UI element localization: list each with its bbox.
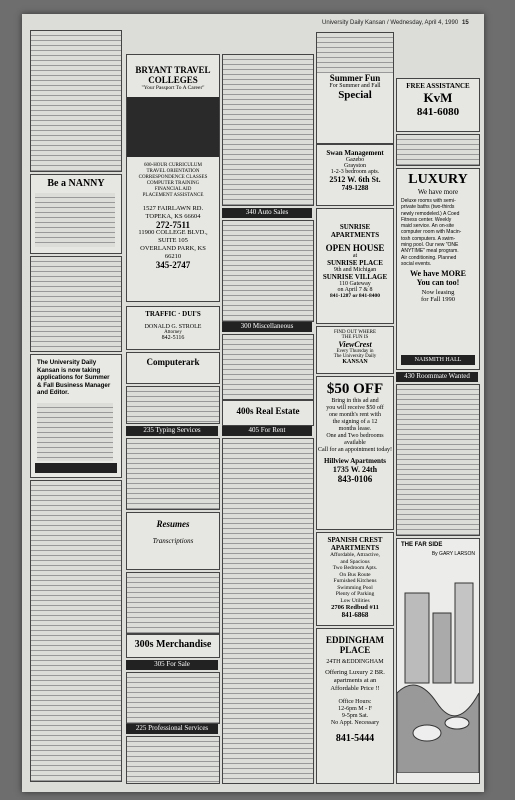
classified-text-14 [396, 384, 480, 536]
classified-text-11 [222, 334, 314, 400]
luxury-can: You can too! [416, 278, 460, 288]
spanish-line: Affordable, Attractive, [330, 552, 380, 558]
computerark-ad [126, 352, 220, 384]
page-header [22, 14, 484, 30]
kansan-help-line: Kansan is now taking [37, 366, 101, 374]
nanny-title: Be a NANNY [47, 178, 105, 189]
luxury-sub: We have more [417, 188, 459, 196]
misc-header: 300 Miscellaneous [222, 322, 312, 332]
spanish-phone: 841-6868 [341, 611, 369, 619]
fifty-off: $50 OFF [326, 381, 384, 397]
bryant-address: 66210 [164, 253, 182, 260]
spanish-line: Low Utilities [340, 597, 370, 604]
sunrise-phone: 841-1287 or 841-8400 [329, 293, 380, 299]
kvm-logo: KvM [423, 90, 453, 105]
swan-title: Swan Management [326, 149, 384, 157]
swan-line: 1-2-3 bedroom apts. [330, 169, 380, 175]
kansan-help-line: & Fall Business Manager [37, 381, 111, 389]
eddingham-ad [316, 628, 394, 784]
publication-line: University Daily Kansan / Wednesday, April 4, 1990 [322, 20, 459, 26]
luxury-line: newly remodeled.) A Coed [401, 210, 460, 217]
spanish-title: SPANISH CREST APARTMENTS [327, 536, 383, 552]
classified-text-7 [126, 672, 220, 724]
hillview-line: the signing of a 12 [332, 419, 378, 425]
naismith-ad [396, 168, 480, 370]
sunrise-address: 110 Gateway [339, 281, 371, 287]
page-number: 15 [462, 20, 469, 26]
spanish-line: Two Bedroom Apts. [332, 565, 378, 571]
viewcrest-ad [316, 326, 394, 374]
swan-phone: 749-1288 [341, 184, 369, 192]
real-estate-banner [222, 400, 314, 426]
kansan-help-line: The University Daily [37, 359, 97, 366]
far-side-drawing [397, 573, 479, 773]
luxury-line: tosh computers. A swim- [401, 235, 456, 242]
spanish-line: and Spacious [340, 558, 370, 565]
typing-header: 235 Typing Services [126, 426, 218, 436]
viewcrest-sub: Every Thursday in [336, 349, 374, 354]
for-rent-header: 405 For Rent [222, 426, 312, 436]
sunrise-title: SUNRISE APARTMENTS [330, 223, 380, 239]
classified-text-12 [222, 438, 314, 784]
spanish-line: Furnished Kitchens [333, 578, 377, 584]
luxury-line: Air conditioning. Planned [401, 254, 457, 261]
merchandise-banner [126, 634, 220, 658]
far-side-author: By GARY LARSON [431, 551, 475, 557]
luxury-fall: for Fall 1990 [421, 296, 455, 304]
classified-text-9 [222, 54, 314, 206]
nanny-ad [30, 174, 122, 254]
far-side-title: THE FAR SIDE [401, 542, 443, 548]
eddingham-title: EDDINGHAM PLACE [326, 635, 384, 655]
bryant-address: 1527 FAIRLAWN RD. [142, 205, 204, 212]
hillview-line: available [344, 440, 366, 446]
eddingham-address: 24TH &EDDINGHAM [326, 659, 384, 665]
classified-text-1 [30, 30, 122, 172]
bryant-photo [127, 97, 219, 157]
free-assistance-phone: 841-6080 [416, 106, 460, 118]
bryant-address: SUITE 105 [158, 237, 188, 244]
spanish-crest-ad [316, 532, 394, 626]
bryant-address: 11900 COLLEGE BLVD., [138, 229, 208, 236]
eddingham-line: Offering Luxury 2 BR. [325, 669, 385, 676]
eddingham-line: apartments at an [333, 677, 377, 684]
sunrise-line: 9th and Michigan [333, 267, 377, 273]
swan-line: Grayston [344, 163, 366, 169]
kansan-logo-bar [35, 463, 117, 473]
eddingham-phone: 841-5444 [335, 733, 375, 744]
classified-text-4 [126, 386, 220, 424]
classified-text-6 [126, 572, 220, 634]
eddingham-line: Affordable Price !! [330, 685, 380, 692]
bryant-line: PLACEMENT ASSISTANCE [142, 193, 204, 198]
sunrise-hours: on April 7 & 8 [337, 287, 373, 293]
hillview-line: one month's rent with [329, 412, 381, 418]
hillview-address: 1735 W. 24th [332, 465, 378, 474]
classified-text-5 [126, 438, 220, 510]
traffic-phone: 842-5116 [161, 335, 185, 341]
summer-fun-line: For Summer and Fall [329, 83, 381, 89]
luxury-line: maid service. An on-site [401, 223, 455, 230]
sunrise-village: SUNRISE VILLAGE [322, 273, 388, 281]
real-estate-title: 400s Real Estate [236, 406, 300, 416]
spanish-line: Plenty of Parking [335, 591, 375, 597]
bryant-line: COMPUTER TRAINING [146, 181, 200, 186]
hillview-phone: 843-0106 [337, 474, 373, 484]
far-side-comic [396, 538, 480, 784]
roommate-header: 430 Roommate Wanted [396, 372, 478, 382]
free-assistance-ad [396, 78, 480, 132]
luxury-line: private baths (two-thirds [401, 204, 455, 211]
viewcrest-paper: The University Daily [333, 354, 377, 359]
newspaper-page [22, 14, 484, 792]
hillview-line: Bring in this ad and [331, 398, 379, 404]
merchandise-title: 300s Merchandise [134, 639, 212, 650]
viewcrest-kansan: KANSAN [342, 359, 368, 365]
summer-fun-ad [316, 32, 394, 144]
resumes-title: Resumes [156, 519, 190, 529]
luxury-line: ming pool. Our new "ONE [401, 242, 459, 249]
bryant-address: TOPEKA, KS 66604 [145, 213, 201, 220]
luxury-line: ANYTIME" meal program. [401, 248, 459, 255]
hillview-ad [316, 376, 394, 530]
luxury-title: LUXURY [408, 172, 468, 187]
classified-text-13 [396, 134, 480, 166]
resumes-ad [126, 512, 220, 570]
spanish-address: 2706 Redbud #11 [331, 604, 379, 611]
classified-text-3 [30, 480, 122, 782]
bryant-line: 600-HOUR CURRICULUM [144, 163, 202, 168]
eddingham-hours: No Appt. Necessary [330, 720, 380, 726]
forsale-header: 305 For Sale [126, 660, 218, 670]
hillview-line: you will receive $50 off [326, 405, 384, 411]
bryant-line: FINANCIAL AID [154, 187, 192, 192]
naismith-hall-name: NAISMITH HALL [401, 355, 475, 365]
traffic-ad [126, 306, 220, 350]
luxury-leasing: Now leasing [421, 289, 455, 297]
spanish-line: Swimming Pool [337, 584, 373, 591]
bryant-phone: 272-7511 [155, 220, 190, 230]
computerark-title: Computerark [146, 357, 200, 367]
swan-ad [316, 144, 394, 206]
hillview-name: Hillview Apartments [323, 457, 387, 465]
swan-line: Gazebo [345, 157, 365, 163]
luxury-more: We have MORE [410, 269, 466, 279]
bryant-line: TRAVEL ORIENTATION [146, 169, 200, 174]
sunrise-place: SUNRISE PLACE [327, 259, 383, 267]
kansan-help-line: and Editor. [37, 389, 69, 397]
hillview-line: months lease. [338, 426, 372, 432]
bryant-line: CORRESPONDENCE CLASSES [138, 175, 208, 180]
hillview-line: Call for an appointment today! [318, 447, 392, 453]
summer-fun-special: Special [338, 89, 372, 101]
free-assistance-title: FREE ASSISTANCE [406, 82, 470, 90]
eddingham-hours: Office Hours: [338, 699, 372, 705]
classified-text-10 [222, 220, 314, 322]
traffic-sub: Attorney [164, 330, 182, 335]
viewcrest-line: THE FUN IS [341, 335, 369, 340]
classified-text-2 [30, 256, 122, 352]
viewcrest-name: ViewCrest [338, 340, 372, 349]
bryant-tagline: "Your Passport To A Career" [141, 85, 205, 91]
kansan-help-ad [30, 354, 122, 478]
luxury-line: Fitness center. Weekly [401, 216, 452, 223]
swan-address: 2512 W. 6th St. [329, 175, 381, 184]
bryant-name: BRYANT TRAVEL COLLEGES [135, 65, 211, 85]
prof-services-header: 225 Professional Services [126, 724, 218, 734]
bryant-phone: 345-2747 [155, 260, 191, 270]
traffic-title: TRAFFIC · DUI'S [145, 310, 201, 318]
resumes-sub: Transcriptions [152, 537, 194, 545]
hillview-line: One and Two bedrooms [326, 433, 384, 439]
traffic-name: DONALD G. STROLE [144, 324, 202, 330]
eddingham-hours: 12-6pm M - F [338, 706, 372, 712]
bryant-ad [126, 54, 220, 302]
luxury-line: social events. [401, 260, 432, 267]
classified-text-8 [126, 736, 220, 784]
sunrise-at: at [352, 253, 358, 259]
kansan-help-line: applications for Summer [37, 374, 110, 382]
luxury-line: Deluxe rooms with semi- [401, 198, 456, 204]
sunrise-ad [316, 208, 394, 324]
luxury-line: computer room with Macin- [401, 229, 462, 236]
auto-header: 340 Auto Sales [222, 208, 312, 218]
spanish-line: On Bus Route [339, 571, 371, 578]
summer-fun-title: Summer Fun [329, 73, 381, 83]
eddingham-hours: 9-5pm Sat. [341, 713, 369, 719]
bryant-address: OVERLAND PARK, KS [140, 245, 206, 252]
viewcrest-line: FIND OUT WHERE [333, 330, 377, 335]
sunrise-openhouse: OPEN HOUSE [325, 243, 385, 253]
